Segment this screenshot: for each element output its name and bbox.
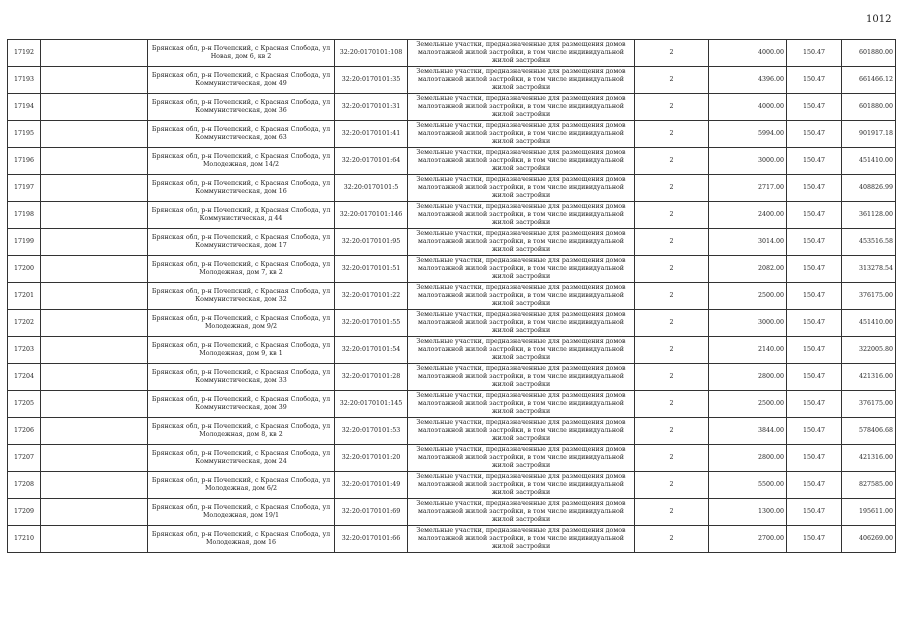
area-cell: 2400.00 — [709, 202, 787, 229]
address-cell: Брянская обл, р-н Почепский, с Красная Слобода, ул Коммунистическая, дом 24 — [148, 445, 335, 472]
address-cell: Брянская обл, р-н Почепский, с Красная Слобода, ул Коммунистическая, дом 49 — [148, 67, 335, 94]
area-cell: 2700.00 — [709, 526, 787, 553]
cadastral-cost-cell: 451410.00 — [842, 310, 896, 337]
row-number-cell: 17201 — [8, 283, 41, 310]
category-cell: 2 — [635, 148, 709, 175]
cadastral-number-cell: 32:20:0170101:49 — [335, 472, 408, 499]
cadastral-number-cell: 32:20:0170101:66 — [335, 526, 408, 553]
category-cell: 2 — [635, 283, 709, 310]
cadastral-cost-cell: 578406.68 — [842, 418, 896, 445]
row-number-cell: 17203 — [8, 337, 41, 364]
specific-value-cell: 150.47 — [787, 337, 842, 364]
address-cell: Брянская обл, р-н Почепский, с Красная Слобода, ул Молодежная, дом 9/2 — [148, 310, 335, 337]
blank-cell — [41, 40, 148, 67]
specific-value-cell: 150.47 — [787, 526, 842, 553]
category-cell: 2 — [635, 310, 709, 337]
row-number-cell: 17196 — [8, 148, 41, 175]
table-row — [8, 283, 896, 310]
area-cell: 2800.00 — [709, 364, 787, 391]
row-number-cell: 17199 — [8, 229, 41, 256]
row-number-cell: 17206 — [8, 418, 41, 445]
specific-value-cell: 150.47 — [787, 256, 842, 283]
area-cell: 2082.00 — [709, 256, 787, 283]
row-number-cell: 17202 — [8, 310, 41, 337]
land-purpose-cell: Земельные участки, предназначенные для размещения домов малоэтажной жилой застройки, в том числе индивидуальной жилой застройки — [408, 283, 635, 310]
cadastral-cost-cell: 406269.00 — [842, 526, 896, 553]
address-cell: Брянская обл, р-н Почепский, с Красная Слобода, ул Коммунистическая, дом 39 — [148, 391, 335, 418]
specific-value-cell: 150.47 — [787, 229, 842, 256]
cadastral-number-cell: 32:20:0170101:28 — [335, 364, 408, 391]
area-cell: 2800.00 — [709, 445, 787, 472]
blank-cell — [41, 391, 148, 418]
cadastral-cost-cell: 601880.00 — [842, 94, 896, 121]
specific-value-cell: 150.47 — [787, 418, 842, 445]
cadastral-cost-cell: 451410.00 — [842, 148, 896, 175]
cadastral-number-cell: 32:20:0170101:69 — [335, 499, 408, 526]
area-cell: 2500.00 — [709, 283, 787, 310]
category-cell: 2 — [635, 445, 709, 472]
land-purpose-cell: Земельные участки, предназначенные для размещения домов малоэтажной жилой застройки, в том числе индивидуальной жилой застройки — [408, 337, 635, 364]
land-purpose-cell: Земельные участки, предназначенные для размещения домов малоэтажной жилой застройки, в том числе индивидуальной жилой застройки — [408, 148, 635, 175]
land-purpose-cell: Земельные участки, предназначенные для размещения домов малоэтажной жилой застройки, в том числе индивидуальной жилой застройки — [408, 175, 635, 202]
blank-cell — [41, 337, 148, 364]
blank-cell — [41, 148, 148, 175]
specific-value-cell: 150.47 — [787, 40, 842, 67]
blank-cell — [41, 121, 148, 148]
cadastral-cost-cell: 376175.00 — [842, 283, 896, 310]
address-cell: Брянская обл, р-н Почепский, с Красная Слобода, ул Молодежная, дом 16 — [148, 526, 335, 553]
land-purpose-cell: Земельные участки, предназначенные для размещения домов малоэтажной жилой застройки, в том числе индивидуальной жилой застройки — [408, 472, 635, 499]
table-row — [8, 67, 896, 94]
specific-value-cell: 150.47 — [787, 94, 842, 121]
table-row — [8, 229, 896, 256]
category-cell: 2 — [635, 94, 709, 121]
area-cell: 4396.00 — [709, 67, 787, 94]
address-cell: Брянская обл, р-н Почепский, с Красная Слобода, ул Коммунистическая, дом 16 — [148, 175, 335, 202]
cadastral-cost-cell: 421316.00 — [842, 445, 896, 472]
page-number: 1012 — [866, 14, 892, 25]
area-cell: 2140.00 — [709, 337, 787, 364]
area-cell: 2717.00 — [709, 175, 787, 202]
category-cell: 2 — [635, 499, 709, 526]
cadastral-number-cell: 32:20:0170101:95 — [335, 229, 408, 256]
cadastral-cost-cell: 421316.00 — [842, 364, 896, 391]
specific-value-cell: 150.47 — [787, 364, 842, 391]
land-purpose-cell: Земельные участки, предназначенные для размещения домов малоэтажной жилой застройки, в том числе индивидуальной жилой застройки — [408, 94, 635, 121]
area-cell: 3000.00 — [709, 310, 787, 337]
area-cell: 5500.00 — [709, 472, 787, 499]
row-number-cell: 17209 — [8, 499, 41, 526]
row-number-cell: 17198 — [8, 202, 41, 229]
cadastral-number-cell: 32:20:0170101:31 — [335, 94, 408, 121]
cadastral-cost-cell: 601880.00 — [842, 40, 896, 67]
address-cell: Брянская обл, р-н Почепский, с Красная Слобода, ул Молодежная, дом 14/2 — [148, 148, 335, 175]
address-cell: Брянская обл, р-н Почепский, с Красная Слобода, ул Молодежная, дом 8, кв 2 — [148, 418, 335, 445]
category-cell: 2 — [635, 391, 709, 418]
land-purpose-cell: Земельные участки, предназначенные для размещения домов малоэтажной жилой застройки, в том числе индивидуальной жилой застройки — [408, 67, 635, 94]
specific-value-cell: 150.47 — [787, 310, 842, 337]
land-purpose-cell: Земельные участки, предназначенные для размещения домов малоэтажной жилой застройки, в том числе индивидуальной жилой застройки — [408, 229, 635, 256]
table-row — [8, 337, 896, 364]
row-number-cell: 17210 — [8, 526, 41, 553]
address-cell: Брянская обл, р-н Почепский, с Красная Слобода, ул Молодежная, дом 6/2 — [148, 472, 335, 499]
specific-value-cell: 150.47 — [787, 67, 842, 94]
cadastral-cost-cell: 901917.18 — [842, 121, 896, 148]
table-row — [8, 202, 896, 229]
table-row — [8, 499, 896, 526]
blank-cell — [41, 499, 148, 526]
land-purpose-cell: Земельные участки, предназначенные для размещения домов малоэтажной жилой застройки, в том числе индивидуальной жилой застройки — [408, 391, 635, 418]
cadastral-cost-cell: 827585.00 — [842, 472, 896, 499]
cadastral-number-cell: 32:20:0170101:41 — [335, 121, 408, 148]
row-number-cell: 17193 — [8, 67, 41, 94]
blank-cell — [41, 67, 148, 94]
row-number-cell: 17207 — [8, 445, 41, 472]
table-row — [8, 445, 896, 472]
category-cell: 2 — [635, 256, 709, 283]
table-body — [8, 40, 896, 553]
blank-cell — [41, 526, 148, 553]
area-cell: 4000.00 — [709, 40, 787, 67]
address-cell: Брянская обл, р-н Почепский, с Красная Слобода, ул Коммунистическая, дом 33 — [148, 364, 335, 391]
cadastral-number-cell: 32:20:0170101:108 — [335, 40, 408, 67]
area-cell: 3000.00 — [709, 148, 787, 175]
blank-cell — [41, 445, 148, 472]
specific-value-cell: 150.47 — [787, 202, 842, 229]
address-cell: Брянская обл, р-н Почепский, с Красная Слобода, ул Коммунистическая, дом 63 — [148, 121, 335, 148]
row-number-cell: 17194 — [8, 94, 41, 121]
cadastral-cost-cell: 453516.58 — [842, 229, 896, 256]
address-cell: Брянская обл, р-н Почепский, д Красная Слобода, ул Коммунистическая, д 44 — [148, 202, 335, 229]
row-number-cell: 17204 — [8, 364, 41, 391]
cadastral-number-cell: 32:20:0170101:64 — [335, 148, 408, 175]
blank-cell — [41, 310, 148, 337]
cadastral-number-cell: 32:20:0170101:5 — [335, 175, 408, 202]
row-number-cell: 17192 — [8, 40, 41, 67]
category-cell: 2 — [635, 229, 709, 256]
table-row — [8, 94, 896, 121]
category-cell: 2 — [635, 67, 709, 94]
specific-value-cell: 150.47 — [787, 175, 842, 202]
cadastral-number-cell: 32:20:0170101:51 — [335, 256, 408, 283]
area-cell: 3014.00 — [709, 229, 787, 256]
category-cell: 2 — [635, 175, 709, 202]
table-row — [8, 121, 896, 148]
cadastral-cost-cell: 408826.99 — [842, 175, 896, 202]
land-purpose-cell: Земельные участки, предназначенные для размещения домов малоэтажной жилой застройки, в том числе индивидуальной жилой застройки — [408, 418, 635, 445]
specific-value-cell: 150.47 — [787, 499, 842, 526]
table-row — [8, 418, 896, 445]
blank-cell — [41, 256, 148, 283]
address-cell: Брянская обл, р-н Почепский, с Красная Слобода, ул Молодежная, дом 19/1 — [148, 499, 335, 526]
category-cell: 2 — [635, 364, 709, 391]
blank-cell — [41, 175, 148, 202]
blank-cell — [41, 202, 148, 229]
category-cell: 2 — [635, 202, 709, 229]
specific-value-cell: 150.47 — [787, 472, 842, 499]
table-row — [8, 526, 896, 553]
cadastral-number-cell: 32:20:0170101:146 — [335, 202, 408, 229]
cadastral-cost-cell: 195611.00 — [842, 499, 896, 526]
area-cell: 3844.00 — [709, 418, 787, 445]
address-cell: Брянская обл, р-н Почепский, с Красная Слобода, ул Коммунистическая, дом 32 — [148, 283, 335, 310]
blank-cell — [41, 229, 148, 256]
land-registry-table — [7, 39, 896, 553]
table-row — [8, 391, 896, 418]
table-row — [8, 148, 896, 175]
area-cell: 5994.00 — [709, 121, 787, 148]
cadastral-number-cell: 32:20:0170101:22 — [335, 283, 408, 310]
land-purpose-cell: Земельные участки, предназначенные для размещения домов малоэтажной жилой застройки, в том числе индивидуальной жилой застройки — [408, 40, 635, 67]
land-purpose-cell: Земельные участки, предназначенные для размещения домов малоэтажной жилой застройки, в том числе индивидуальной жилой застройки — [408, 445, 635, 472]
cadastral-cost-cell: 361128.00 — [842, 202, 896, 229]
category-cell: 2 — [635, 121, 709, 148]
row-number-cell: 17200 — [8, 256, 41, 283]
blank-cell — [41, 472, 148, 499]
table-row — [8, 256, 896, 283]
address-cell: Брянская обл, р-н Почепский, с Красная Слобода, ул Молодежная, дом 7, кв 2 — [148, 256, 335, 283]
specific-value-cell: 150.47 — [787, 283, 842, 310]
area-cell: 2500.00 — [709, 391, 787, 418]
address-cell: Брянская обл, р-н Почепский, с Красная Слобода, ул Молодежная, дом 9, кв 1 — [148, 337, 335, 364]
land-purpose-cell: Земельные участки, предназначенные для размещения домов малоэтажной жилой застройки, в том числе индивидуальной жилой застройки — [408, 310, 635, 337]
cadastral-number-cell: 32:20:0170101:53 — [335, 418, 408, 445]
table-row — [8, 472, 896, 499]
category-cell: 2 — [635, 526, 709, 553]
cadastral-number-cell: 32:20:0170101:35 — [335, 67, 408, 94]
row-number-cell: 17195 — [8, 121, 41, 148]
blank-cell — [41, 283, 148, 310]
cadastral-cost-cell: 322005.80 — [842, 337, 896, 364]
table-row — [8, 310, 896, 337]
cadastral-number-cell: 32:20:0170101:20 — [335, 445, 408, 472]
address-cell: Брянская обл, р-н Почепский, с Красная Слобода, ул Новая, дом 6, кв 2 — [148, 40, 335, 67]
land-purpose-cell: Земельные участки, предназначенные для размещения домов малоэтажной жилой застройки, в том числе индивидуальной жилой застройки — [408, 121, 635, 148]
specific-value-cell: 150.47 — [787, 391, 842, 418]
cadastral-cost-cell: 376175.00 — [842, 391, 896, 418]
specific-value-cell: 150.47 — [787, 148, 842, 175]
category-cell: 2 — [635, 418, 709, 445]
land-purpose-cell: Земельные участки, предназначенные для размещения домов малоэтажной жилой застройки, в том числе индивидуальной жилой застройки — [408, 499, 635, 526]
cadastral-cost-cell: 661466.12 — [842, 67, 896, 94]
blank-cell — [41, 418, 148, 445]
address-cell: Брянская обл, р-н Почепский, с Красная Слобода, ул Коммунистическая, дом 17 — [148, 229, 335, 256]
table-row — [8, 40, 896, 67]
cadastral-number-cell: 32:20:0170101:54 — [335, 337, 408, 364]
blank-cell — [41, 94, 148, 121]
cadastral-number-cell: 32:20:0170101:55 — [335, 310, 408, 337]
cadastral-cost-cell: 313278.54 — [842, 256, 896, 283]
table-row — [8, 364, 896, 391]
land-purpose-cell: Земельные участки, предназначенные для размещения домов малоэтажной жилой застройки, в том числе индивидуальной жилой застройки — [408, 526, 635, 553]
area-cell: 4000.00 — [709, 94, 787, 121]
category-cell: 2 — [635, 472, 709, 499]
row-number-cell: 17205 — [8, 391, 41, 418]
blank-cell — [41, 364, 148, 391]
specific-value-cell: 150.47 — [787, 121, 842, 148]
land-purpose-cell: Земельные участки, предназначенные для размещения домов малоэтажной жилой застройки, в том числе индивидуальной жилой застройки — [408, 202, 635, 229]
area-cell: 1300.00 — [709, 499, 787, 526]
cadastral-number-cell: 32:20:0170101:145 — [335, 391, 408, 418]
row-number-cell: 17208 — [8, 472, 41, 499]
address-cell: Брянская обл, р-н Почепский, с Красная Слобода, ул Коммунистическая, дом 36 — [148, 94, 335, 121]
specific-value-cell: 150.47 — [787, 445, 842, 472]
land-purpose-cell: Земельные участки, предназначенные для размещения домов малоэтажной жилой застройки, в том числе индивидуальной жилой застройки — [408, 364, 635, 391]
category-cell: 2 — [635, 337, 709, 364]
category-cell: 2 — [635, 40, 709, 67]
row-number-cell: 17197 — [8, 175, 41, 202]
table-row — [8, 175, 896, 202]
land-purpose-cell: Земельные участки, предназначенные для размещения домов малоэтажной жилой застройки, в том числе индивидуальной жилой застройки — [408, 256, 635, 283]
